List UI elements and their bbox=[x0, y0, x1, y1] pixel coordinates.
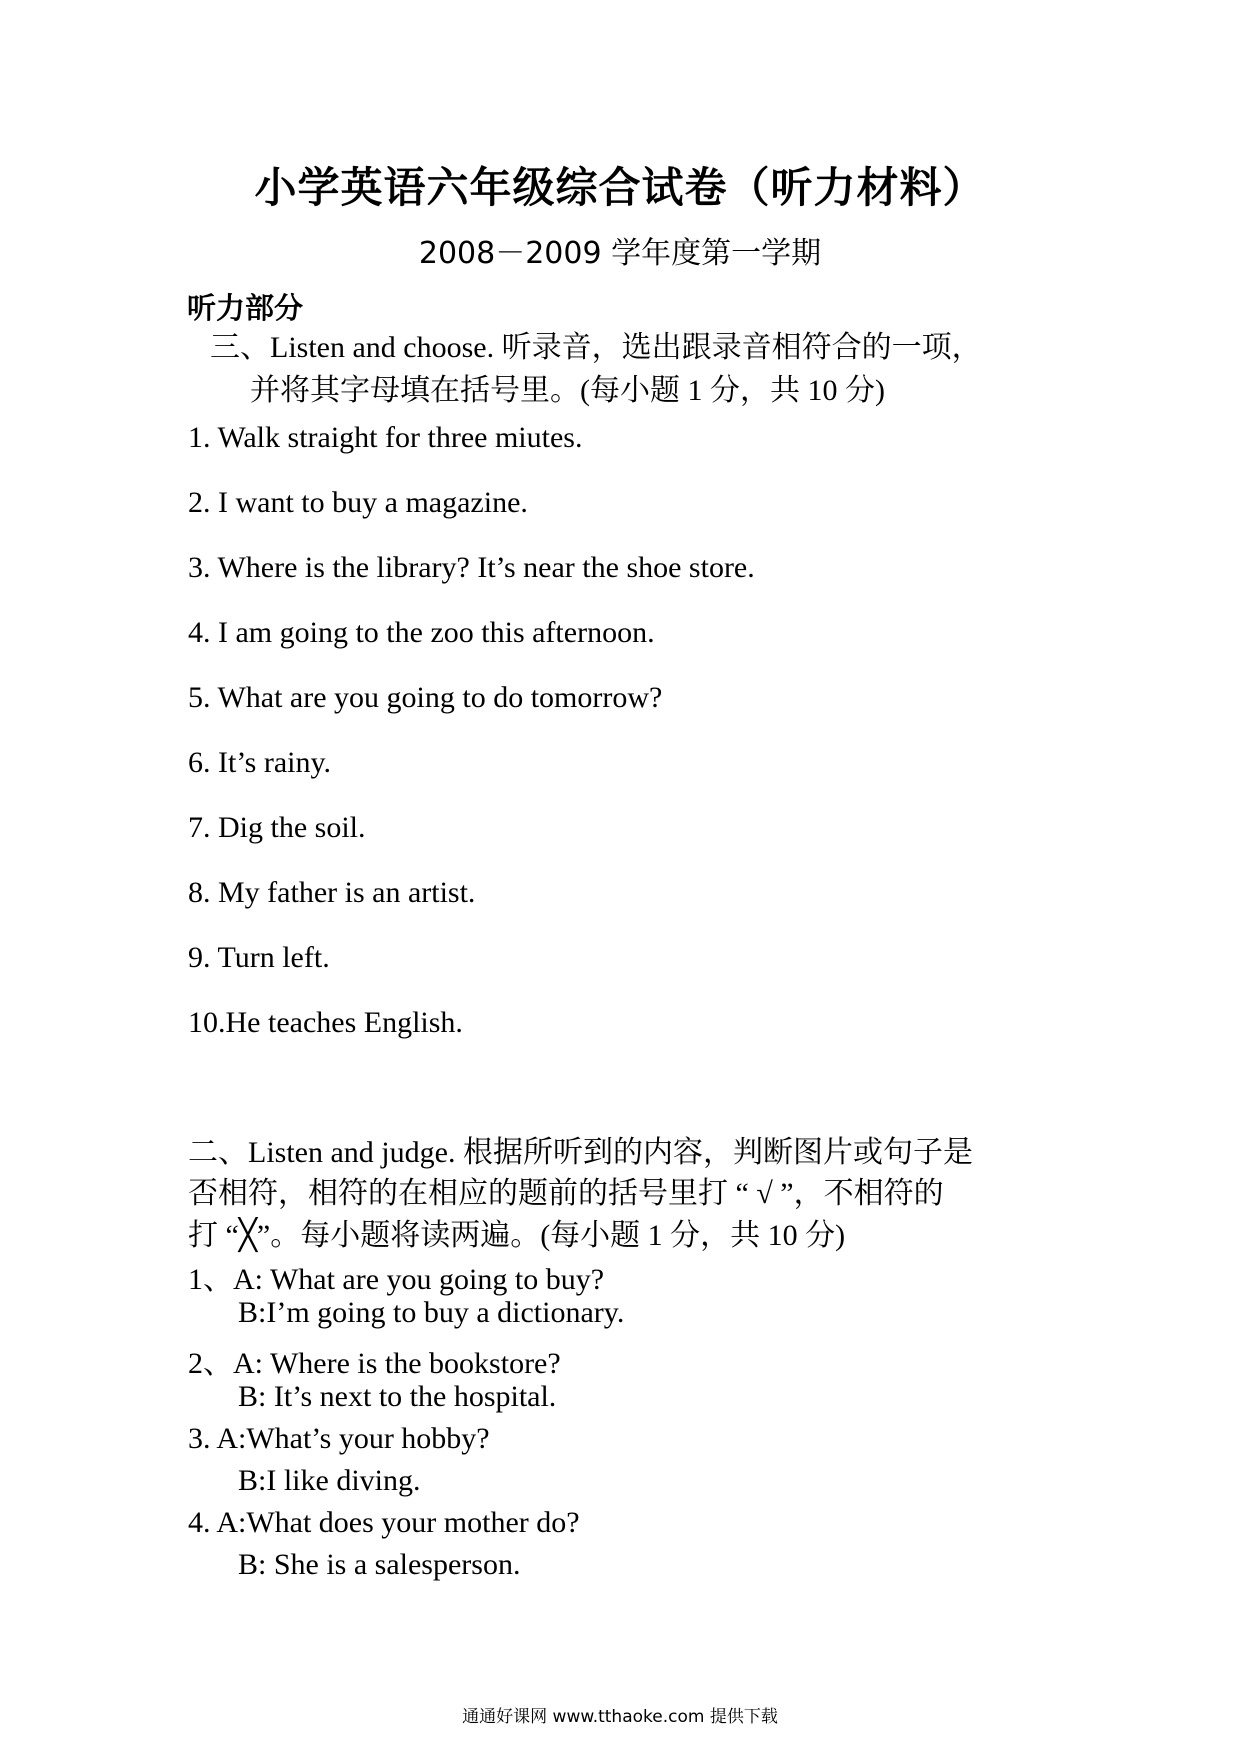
list-item: 6. It’s rainy. bbox=[188, 746, 332, 779]
part2-instruction-line3: 打 “╳”。每小题将读两遍。(每小题 1 分，共 10 分) bbox=[188, 1219, 846, 1252]
dialog-line-a: 1、A: What are you going to buy? bbox=[188, 1263, 605, 1296]
document-subtitle: 2008－2009 学年度第一学期 bbox=[418, 236, 822, 271]
section-label: 听力部分 bbox=[187, 291, 304, 325]
dialog-line-b: B:I like diving. bbox=[238, 1464, 421, 1497]
part3-instruction-line1: 三、Listen and choose. 听录音，选出跟录音相符合的一项， bbox=[210, 331, 982, 364]
footer-note: 通通好课网 www.tthaoke.com 提供下载 bbox=[462, 1707, 778, 1727]
dialog-line-b: B: She is a salesperson. bbox=[238, 1548, 521, 1581]
list-item: 1. Walk straight for three miutes. bbox=[188, 421, 583, 454]
dialog-line-b: B:I’m going to buy a dictionary. bbox=[238, 1296, 625, 1329]
document-title: 小学英语六年级综合试卷（听力材料） bbox=[254, 163, 986, 212]
part3-instruction-line2: 并将其字母填在括号里。(每小题 1 分，共 10 分) bbox=[250, 374, 885, 407]
list-item: 7. Dig the soil. bbox=[188, 811, 366, 844]
list-item: 2. I want to buy a magazine. bbox=[188, 486, 528, 519]
list-item: 5. What are you going to do tomorrow? bbox=[188, 681, 663, 714]
part2-instruction-line1: 二、Listen and judge. 根据所听到的内容，判断图片或句子是 bbox=[188, 1136, 973, 1169]
dialog-line-a: 3. A:What’s your hobby? bbox=[188, 1422, 490, 1455]
list-item: 10.He teaches English. bbox=[188, 1006, 463, 1039]
dialog-line-a: 4. A:What does your mother do? bbox=[188, 1506, 580, 1539]
list-item: 8. My father is an artist. bbox=[188, 876, 476, 909]
list-item: 3. Where is the library? It’s near the shoe store. bbox=[188, 551, 755, 584]
list-item: 9. Turn left. bbox=[188, 941, 330, 974]
part2-instruction-line2: 否相符，相符的在相应的题前的括号里打 “ √ ”，不相符的 bbox=[188, 1177, 944, 1210]
dialog-line-b: B: It’s next to the hospital. bbox=[238, 1380, 557, 1413]
dialog-line-a: 2、A: Where is the bookstore? bbox=[188, 1347, 561, 1380]
list-item: 4. I am going to the zoo this afternoon. bbox=[188, 616, 655, 649]
